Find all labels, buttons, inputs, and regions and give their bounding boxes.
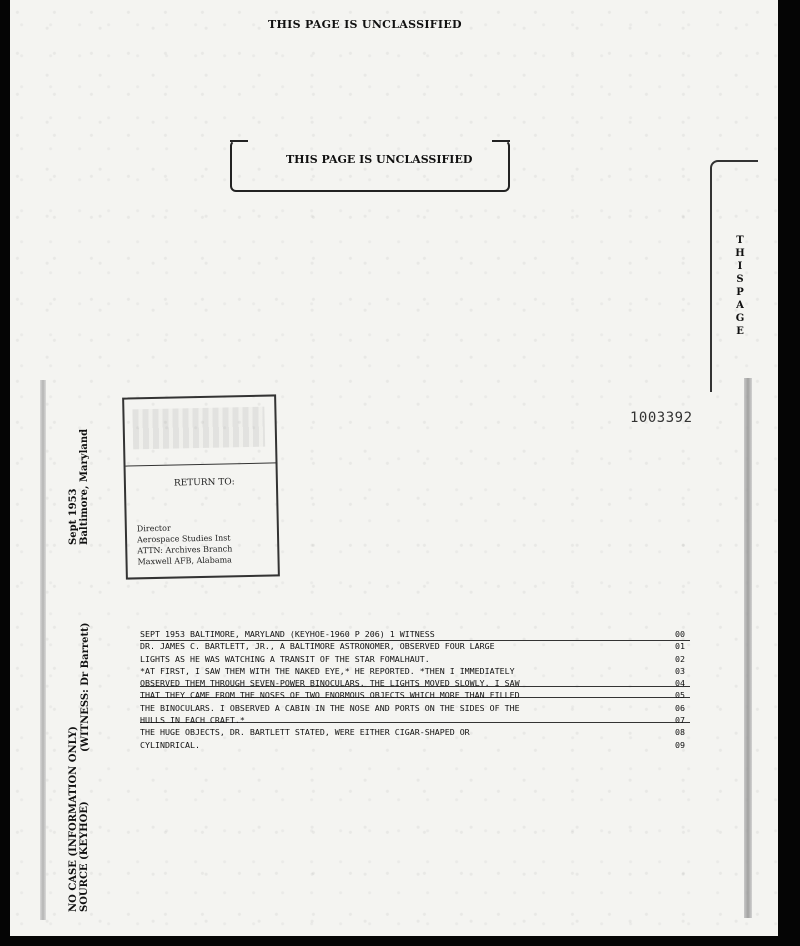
return-to-stamp bbox=[122, 394, 280, 579]
report-line: THAT THEY CAME FROM THE NOSES OF TWO ENORMOUS OBJECTS WHICH MORE THAN FILLED 05 bbox=[140, 690, 685, 701]
report-line: DR. JAMES C. BARTLETT, JR., A BALTIMORE ASTRONOMER, OBSERVED FOUR LARGE 01 bbox=[140, 641, 685, 652]
report-line: THE HUGE OBJECTS, DR. BARTLETT STATED, WERE EITHER CIGAR-SHAPED OR 08 bbox=[140, 727, 685, 738]
stamp-address-line: ATTN: Archives Branch bbox=[137, 544, 233, 556]
report-line: CYLINDRICAL. 09 bbox=[140, 739, 685, 750]
stamp-return-label: RETURN TO: bbox=[173, 477, 235, 489]
right-scan-edge bbox=[744, 378, 752, 918]
report-line: *AT FIRST, I SAW THEM WITH THE NAKED EYE,* HE REPORTED. *THEN I IMMEDIATELY 03 bbox=[140, 665, 685, 676]
stamp-divider bbox=[126, 462, 276, 466]
margin-case-source: NO CASE (INFORMATION ONLY) SOURCE (KEYHOE) bbox=[68, 726, 90, 912]
report-line: OBSERVED THEM THROUGH SEVEN-POWER BINOCULARS. THE LIGHTS MOVED SLOWLY. I SAW 04 bbox=[140, 678, 685, 689]
box-classification-banner: THIS PAGE IS UNCLASSIFIED bbox=[286, 153, 473, 166]
report-line: SEPT 1953 BALTIMORE, MARYLAND (KEYHOE-1960 P 206) 1 WITNESS 00 bbox=[140, 629, 685, 639]
stamp-address-line: Aerospace Studies Inst bbox=[136, 533, 231, 545]
report-line: THE BINOCULARS. I OBSERVED A CABIN IN THE NOSE AND PORTS ON THE SIDES OF THE 06 bbox=[140, 702, 685, 713]
top-classification-banner: THIS PAGE IS UNCLASSIFIED bbox=[268, 18, 462, 31]
side-classification-label: T H I S P A G E bbox=[735, 235, 745, 337]
margin-date-location: Sept 1953 Baltimore, Maryland bbox=[68, 428, 90, 545]
margin-witness: (WITNESS: Dr Barrett) bbox=[80, 622, 91, 752]
document-number: 1003392 bbox=[630, 410, 693, 426]
stamp-address-line: Maxwell AFB, Alabama bbox=[137, 555, 232, 567]
stamp-address-line: Director bbox=[136, 523, 171, 534]
stamp-smudge bbox=[132, 407, 265, 450]
report-line: LIGHTS AS HE WAS WATCHING A TRANSIT OF THE STAR FOMALHAUT. 02 bbox=[140, 653, 685, 664]
document-page bbox=[10, 0, 778, 936]
stamp-address bbox=[137, 521, 233, 567]
left-scan-edge bbox=[40, 380, 46, 920]
report-line: HULLS IN EACH CRAFT.* 07 bbox=[140, 715, 685, 726]
report-body bbox=[140, 628, 685, 751]
classification-box bbox=[230, 140, 510, 192]
